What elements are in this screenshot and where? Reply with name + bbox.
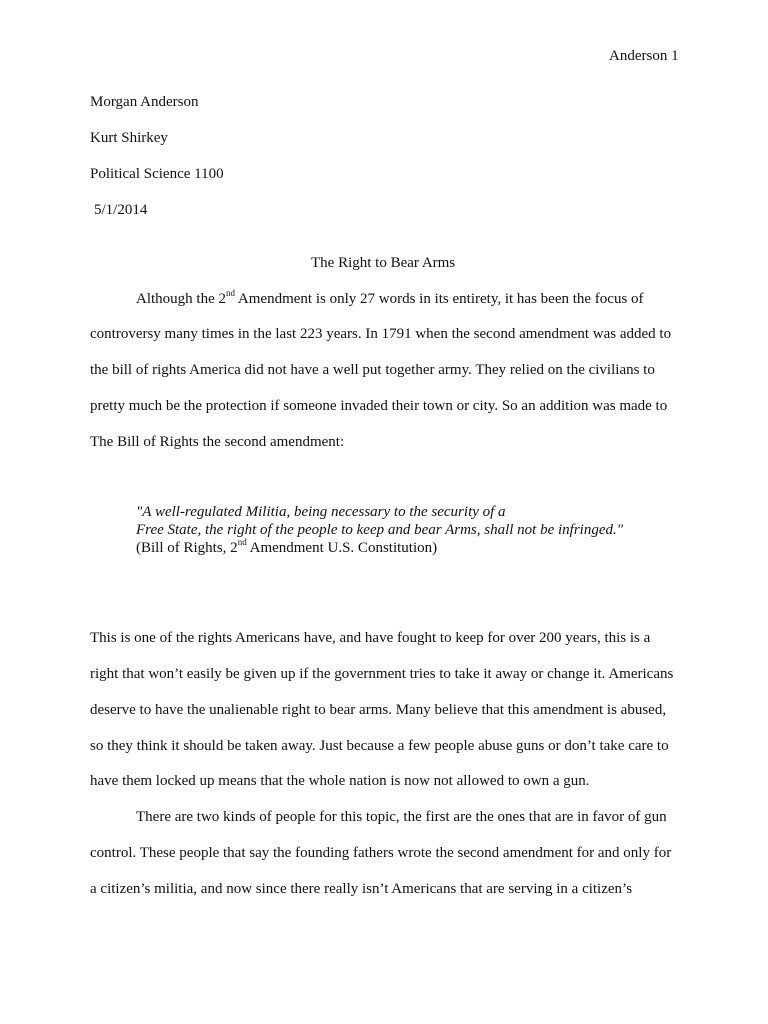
essay-title: The Right to Bear Arms xyxy=(311,255,456,271)
running-head: Anderson 1 xyxy=(609,48,679,64)
paragraph-2-line-1: This is one of the rights Americans have, and have fought to keep for over 200 years, this is a xyxy=(90,630,651,646)
course-name: Political Science 1100 xyxy=(90,166,224,182)
block-quote-line-2: Free State, the right of the people to keep and bear Arms, shall not be infringed." xyxy=(136,522,624,538)
instructor-name: Kurt Shirkey xyxy=(90,130,168,146)
citation-text-b: Amendment U.S. Constitution) xyxy=(246,540,438,556)
paragraph-1-line-4: pretty much be the protection if someone invaded their town or city. So an addition was made to xyxy=(90,398,668,414)
paragraph-1-text-b: Amendment is only 27 words in its entirety, it has been the focus of xyxy=(235,291,644,307)
author-name: Morgan Anderson xyxy=(90,94,199,110)
paragraph-2-line-5: have them locked up means that the whole nation is now not allowed to own a gun. xyxy=(90,773,590,789)
paragraph-3-line-1: There are two kinds of people for this topic, the first are the ones that are in favor of gun xyxy=(136,809,667,825)
paragraph-1-line-3: the bill of rights America did not have a well put together army. They relied on the civilians to xyxy=(90,362,655,378)
paragraph-1-line-2: controversy many times in the last 223 years. In 1791 when the second amendment was added to xyxy=(90,326,672,342)
block-quote-line-1: "A well-regulated Militia, being necessary to the security of a xyxy=(136,504,506,520)
ordinal-suffix: nd xyxy=(226,288,235,298)
paragraph-1-line-1 xyxy=(136,290,644,308)
paragraph-3-line-3: a citizen’s militia, and now since there really isn’t Americans that are serving in a citizen’s xyxy=(90,881,633,897)
paragraph-2-line-2: right that won’t easily be given up if the government tries to take it away or change it. Americans xyxy=(90,666,674,682)
paragraph-1-text-a: Although the 2 xyxy=(136,291,226,307)
citation-text-a: (Bill of Rights, 2 xyxy=(136,540,238,556)
paragraph-2-line-3: deserve to have the unalienable right to bear arms. Many believe that this amendment is abused, xyxy=(90,702,667,718)
submission-date: 5/1/2014 xyxy=(94,202,148,218)
citation-ordinal-suffix: nd xyxy=(237,537,247,547)
paragraph-2-line-4: so they think it should be taken away. Just because a few people abuse guns or don’t take care to xyxy=(90,738,669,754)
paragraph-3-line-2: control. These people that say the founding fathers wrote the second amendment for and only for xyxy=(90,845,672,861)
paragraph-1-line-5: The Bill of Rights the second amendment: xyxy=(90,434,345,450)
block-quote-citation xyxy=(136,539,437,557)
